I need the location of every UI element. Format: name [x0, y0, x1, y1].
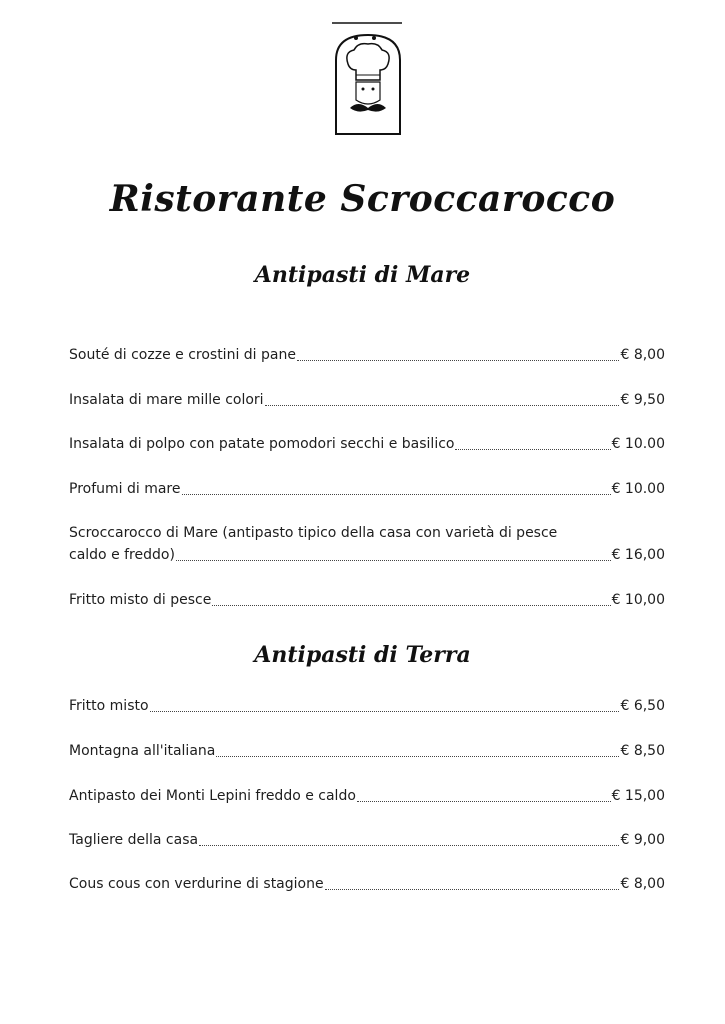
menu-item: [69, 695, 665, 717]
item-price: € 8,00: [620, 347, 665, 363]
item-name: Cous cous con verdurine di stagione: [69, 876, 324, 892]
item-name: Insalata di polpo con patate pomodori secchi e basilico: [69, 436, 455, 452]
item-name: Montagna all'italiana: [69, 743, 216, 759]
menu-item: [69, 873, 665, 895]
menu-item: [69, 344, 665, 366]
item-price: € 15,00: [611, 788, 665, 804]
section-title-antipasti-mare: Antipasti di Mare: [254, 262, 471, 288]
item-price: € 8,00: [620, 876, 665, 892]
section-title-antipasti-terra: Antipasti di Terra: [254, 642, 471, 668]
chef-logo-icon: [330, 20, 406, 142]
menu-item: [69, 478, 665, 500]
item-name: Fritto misto di pesce: [69, 592, 212, 608]
item-price: € 8,50: [620, 743, 665, 759]
item-price: € 9,50: [620, 392, 665, 408]
item-price: € 10.00: [611, 481, 665, 497]
item-name: Tagliere della casa: [69, 832, 199, 848]
item-price: € 10,00: [611, 592, 665, 608]
item-name: Antipasto dei Monti Lepini freddo e caldo: [69, 788, 356, 804]
item-price: € 9,00: [620, 832, 665, 848]
item-name: Souté di cozze e crostini di pane: [69, 347, 296, 363]
menu-item: [69, 785, 665, 807]
restaurant-name: Ristorante Scroccarocco: [109, 178, 616, 220]
item-price: € 10.00: [611, 436, 665, 452]
menu-item: [69, 740, 665, 762]
menu-item: [69, 522, 665, 566]
item-name: caldo e freddo): [69, 547, 175, 563]
menu-item: [69, 589, 665, 611]
menu-item: [69, 389, 665, 411]
item-price: € 16,00: [611, 547, 665, 563]
item-price: € 6,50: [620, 698, 665, 714]
item-name: Fritto misto: [69, 698, 149, 714]
item-name: Profumi di mare: [69, 481, 181, 497]
item-name-line1: Scroccarocco di Mare (antipasto tipico della casa con varietà di pesce: [69, 525, 558, 541]
menu-item: [69, 829, 665, 851]
item-name: Insalata di mare mille colori: [69, 392, 264, 408]
menu-item: [69, 433, 665, 455]
